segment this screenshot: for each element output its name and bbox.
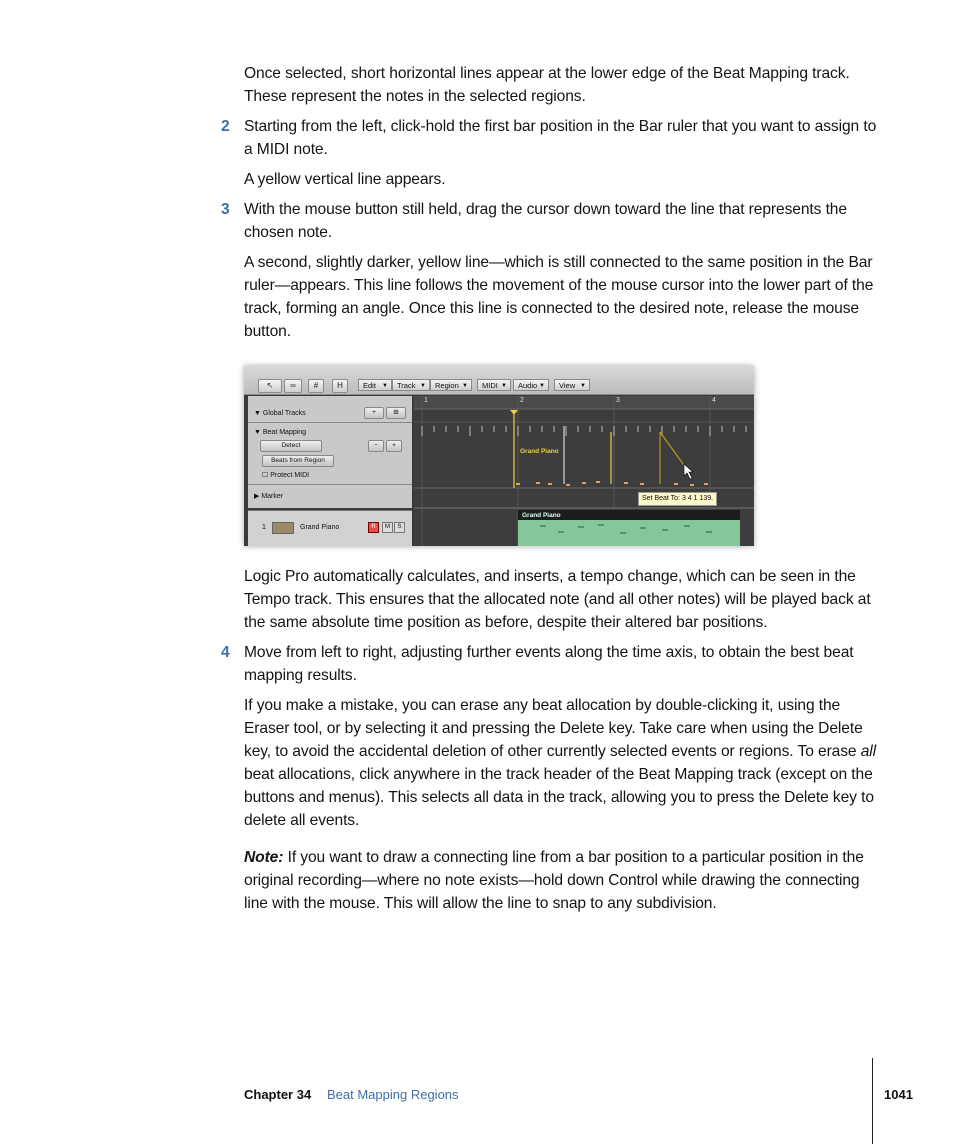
add-global-track-button[interactable]: + <box>364 407 384 419</box>
step-2-text: Starting from the left, click-hold the first bar position in the Bar ruler that you want to assign to a MIDI note. <box>244 118 877 158</box>
footer-divider <box>872 1058 873 1144</box>
minus-button[interactable]: − <box>368 440 384 452</box>
note-paragraph: Note: If you want to draw a connecting line from a bar position to a particular position in the original recording—where no note exists—hold down Control while drawing the connecting line with the mouse. This will allow the line to snap to any subdivision. <box>244 849 864 912</box>
global-tracks-header[interactable] <box>248 396 412 508</box>
logic-pro-screenshot <box>244 366 754 546</box>
step-number-2: 2 <box>221 118 230 135</box>
paragraph-second-line: A second, slightly darker, yellow line—which is still connected to the same position in the Bar ruler—appears. This line follows the movement of the mouse cursor into the lower part of the track, forming an angle. Once this line is connected to the desired note, release the mouse button. <box>244 254 874 340</box>
menu-edit[interactable]: Edit ▼ <box>358 379 392 391</box>
protect-midi-checkbox[interactable]: ☐ Protect MIDI <box>262 472 310 479</box>
step-number-4: 4 <box>221 644 230 661</box>
page-number: 1041 <box>884 1087 913 1102</box>
ruler-bar-3[interactable]: 3 <box>616 397 620 404</box>
record-enable-button[interactable]: R <box>368 522 379 533</box>
snap-icon[interactable]: # <box>308 379 324 393</box>
paragraph-yellow-line: A yellow vertical line appears. <box>244 171 446 188</box>
beat-mapping-region-label: Grand Piano <box>520 448 559 455</box>
ruler-bar-2[interactable]: 2 <box>520 397 524 404</box>
configure-global-tracks-icon[interactable]: ⊞ <box>386 407 406 419</box>
link-icon[interactable]: ∞ <box>284 379 302 393</box>
menu-track[interactable]: Track ▼ <box>392 379 430 391</box>
menu-audio[interactable]: Audio ▼ <box>513 379 549 391</box>
track-header-row[interactable] <box>248 510 412 546</box>
step-number-3: 3 <box>221 201 230 218</box>
ruler-bar-1[interactable]: 1 <box>424 397 428 404</box>
tool-pointer-icon[interactable]: ↖ <box>258 379 282 393</box>
arrange-graphics <box>414 396 754 546</box>
arrange-toolbar <box>244 366 754 395</box>
step-4-text: Move from left to right, adjusting further events along the time axis, to obtain the best beat mapping results. <box>244 644 854 684</box>
global-tracks-label[interactable]: ▼ Global Tracks <box>254 410 306 417</box>
solo-button[interactable]: S <box>394 522 405 533</box>
menu-view[interactable]: View ▼ <box>554 379 590 391</box>
marker-label[interactable]: ▶ Marker <box>254 493 284 500</box>
plus-button[interactable]: + <box>386 440 402 452</box>
paragraph-intro: Once selected, short horizontal lines appear at the lower edge of the Beat Mapping track. These represent the notes in the selected regions. <box>244 65 850 105</box>
arrange-area[interactable] <box>414 396 754 546</box>
paragraph-tempo-change: Logic Pro automatically calculates, and inserts, a tempo change, which can be seen in the Tempo track. This ensures that the allocated note (and all other notes) will be played back at the same absolute time position as before, despite their altered bar positions. <box>244 568 871 631</box>
beat-mapping-label[interactable]: ▼ Beat Mapping <box>254 429 307 436</box>
region-name-label[interactable]: Grand Piano <box>522 512 561 519</box>
footer-chapter-title[interactable]: Beat Mapping Regions <box>327 1087 459 1102</box>
track-name: Grand Piano <box>300 524 340 531</box>
hide-icon[interactable]: H <box>332 379 348 393</box>
track-number: 1 <box>262 524 266 531</box>
set-beat-tooltip: Set Beat To: 3 4 1 139. <box>638 492 717 506</box>
note-label: Note: <box>244 849 284 866</box>
paragraph-erase: If you make a mistake, you can erase any beat allocation by double-clicking it, using the Eraser tool, or by selecting it and pressing the Delete key. Take care when using the Delete key, to avoid the accidental deletion of other currently selected events or regions. To erase all beat allocations, click anywhere in the track header of the Beat Mapping track (except on the buttons and menus). This selects all data in the track, allowing you to press the Delete key to delete all events. <box>244 697 877 829</box>
mute-button[interactable]: M <box>382 522 393 533</box>
step-3-text: With the mouse button still held, drag the cursor down toward the line that represents the chosen note. <box>244 201 847 241</box>
beats-from-region-button[interactable]: Beats from Region <box>262 455 334 467</box>
instrument-icon <box>272 522 294 534</box>
ruler-bar-4[interactable]: 4 <box>712 397 716 404</box>
footer-chapter: Chapter 34 <box>244 1087 312 1102</box>
menu-midi[interactable]: MIDI ▼ <box>477 379 511 391</box>
menu-region[interactable]: Region ▼ <box>430 379 472 391</box>
detect-button[interactable]: Detect <box>260 440 322 452</box>
